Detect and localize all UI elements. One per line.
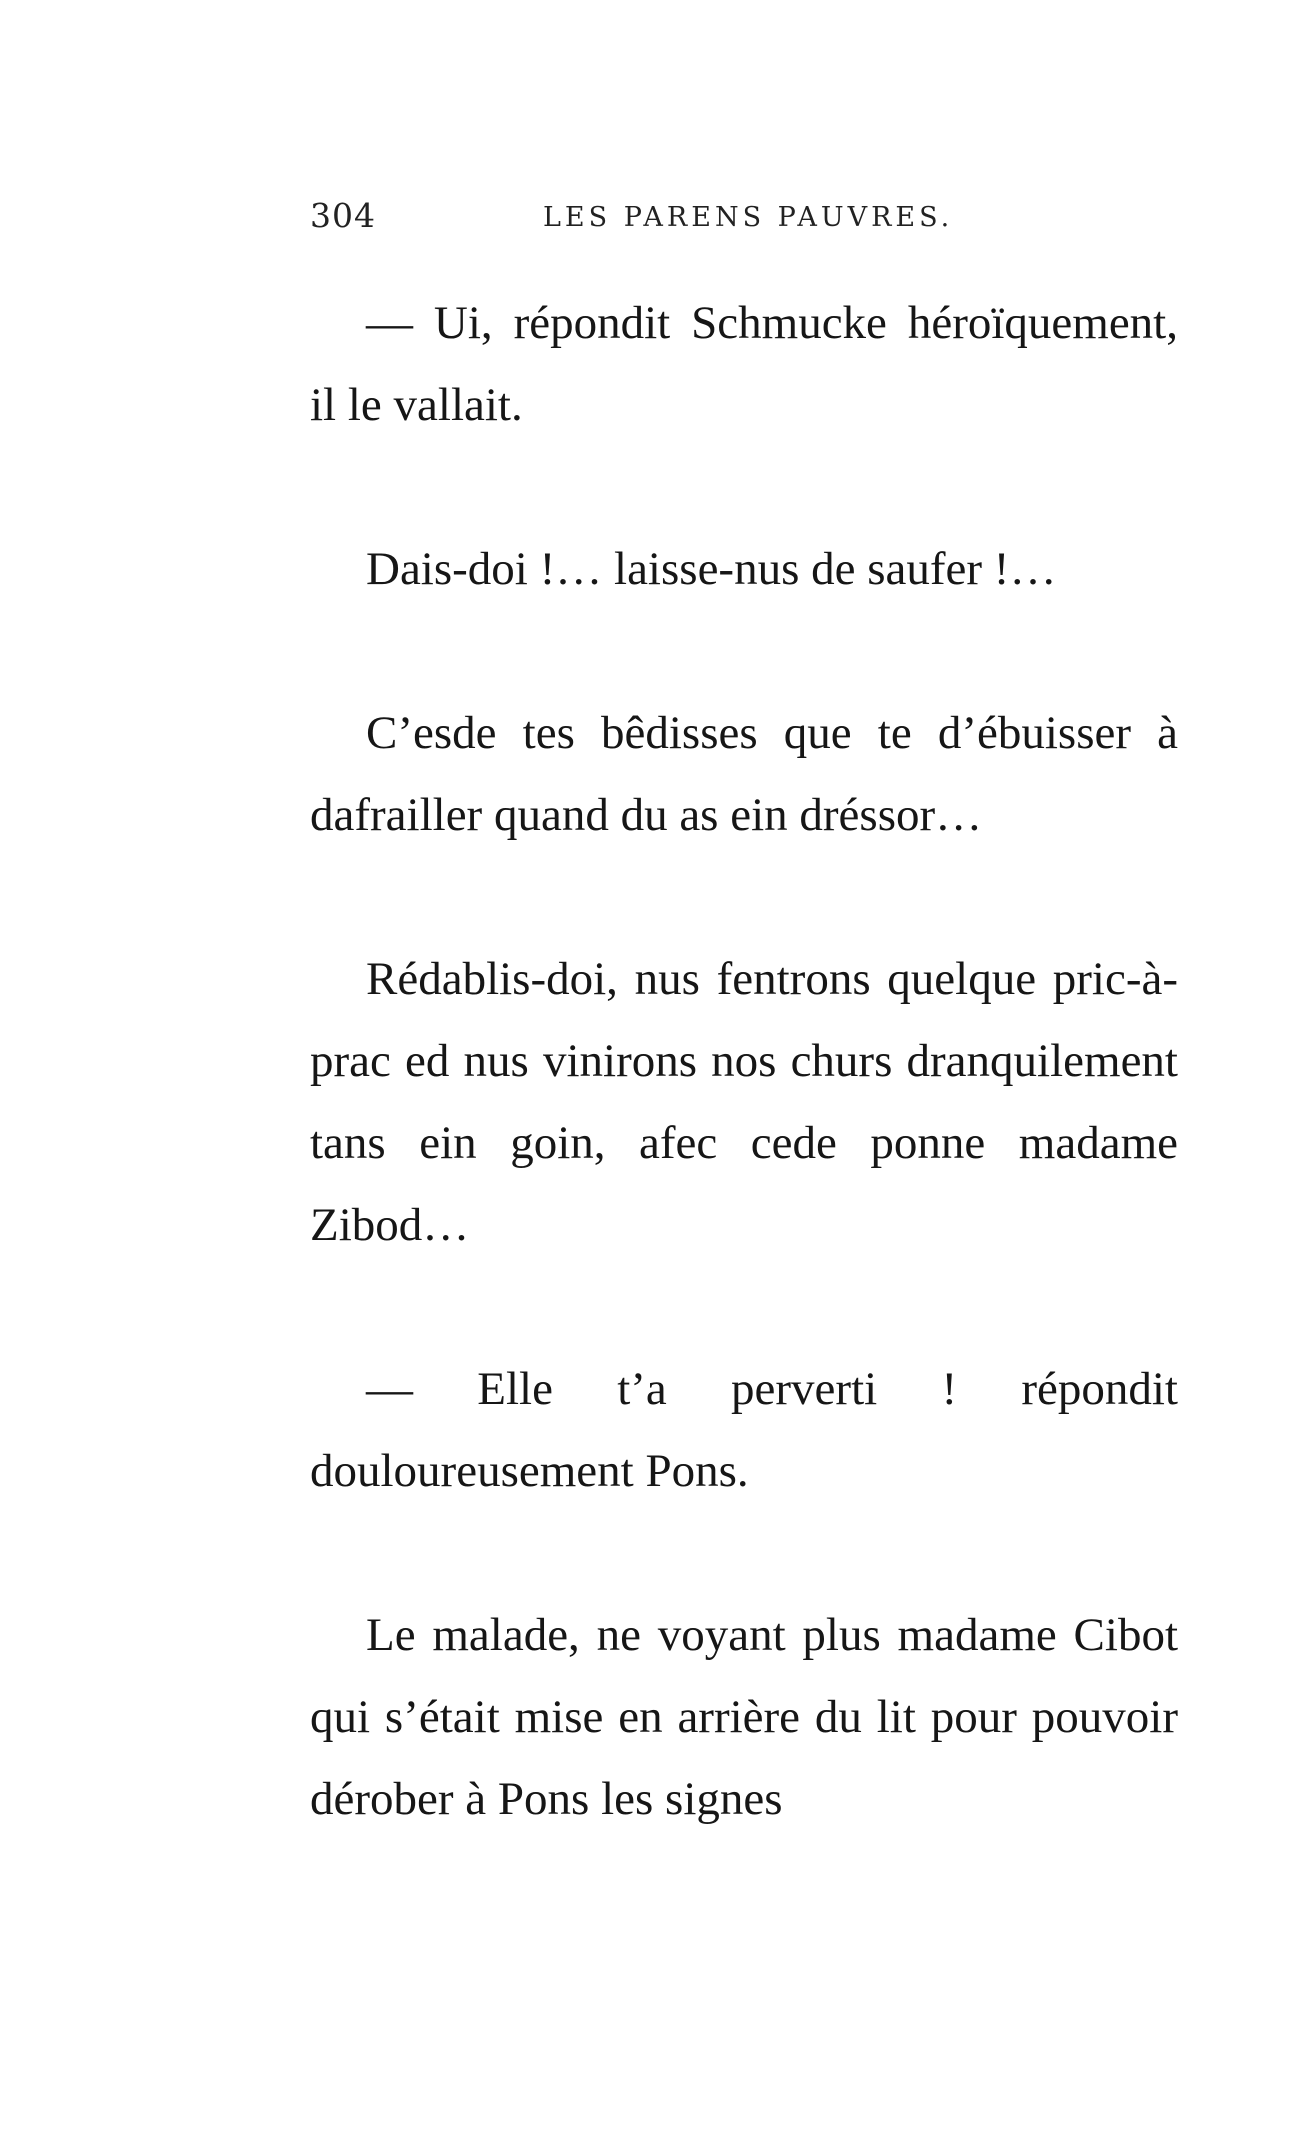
page-header [310,196,1190,246]
running-title: LES PARENS PAUVRES. [543,202,954,233]
page-number: 304 [310,196,376,235]
paragraph: — Ui, répondit Schmucke héroïquement, il le vallait. [310,297,1178,431]
paragraph: Rédablis-doi, nus fentrons quelque pric-à-prac ed nus vinirons nos churs dranquilement tans ein goin, afec cede ponne madame Zibod… [310,953,1178,1251]
body-text [310,282,1178,1840]
paragraph: — Elle t’a perverti ! répondit douloureusement Pons. [310,1363,1178,1497]
paragraph: Dais-doi !… laisse-nus de saufer !… [366,543,1057,595]
paragraph: C’esde tes bêdisses que te d’ébuisser à dafrailler quand du as ein dréssor… [310,707,1178,841]
paragraph: Le malade, ne voyant plus madame Cibot qui s’était mise en arrière du lit pour pouvoir dérober à Pons les signes [310,1609,1178,1825]
